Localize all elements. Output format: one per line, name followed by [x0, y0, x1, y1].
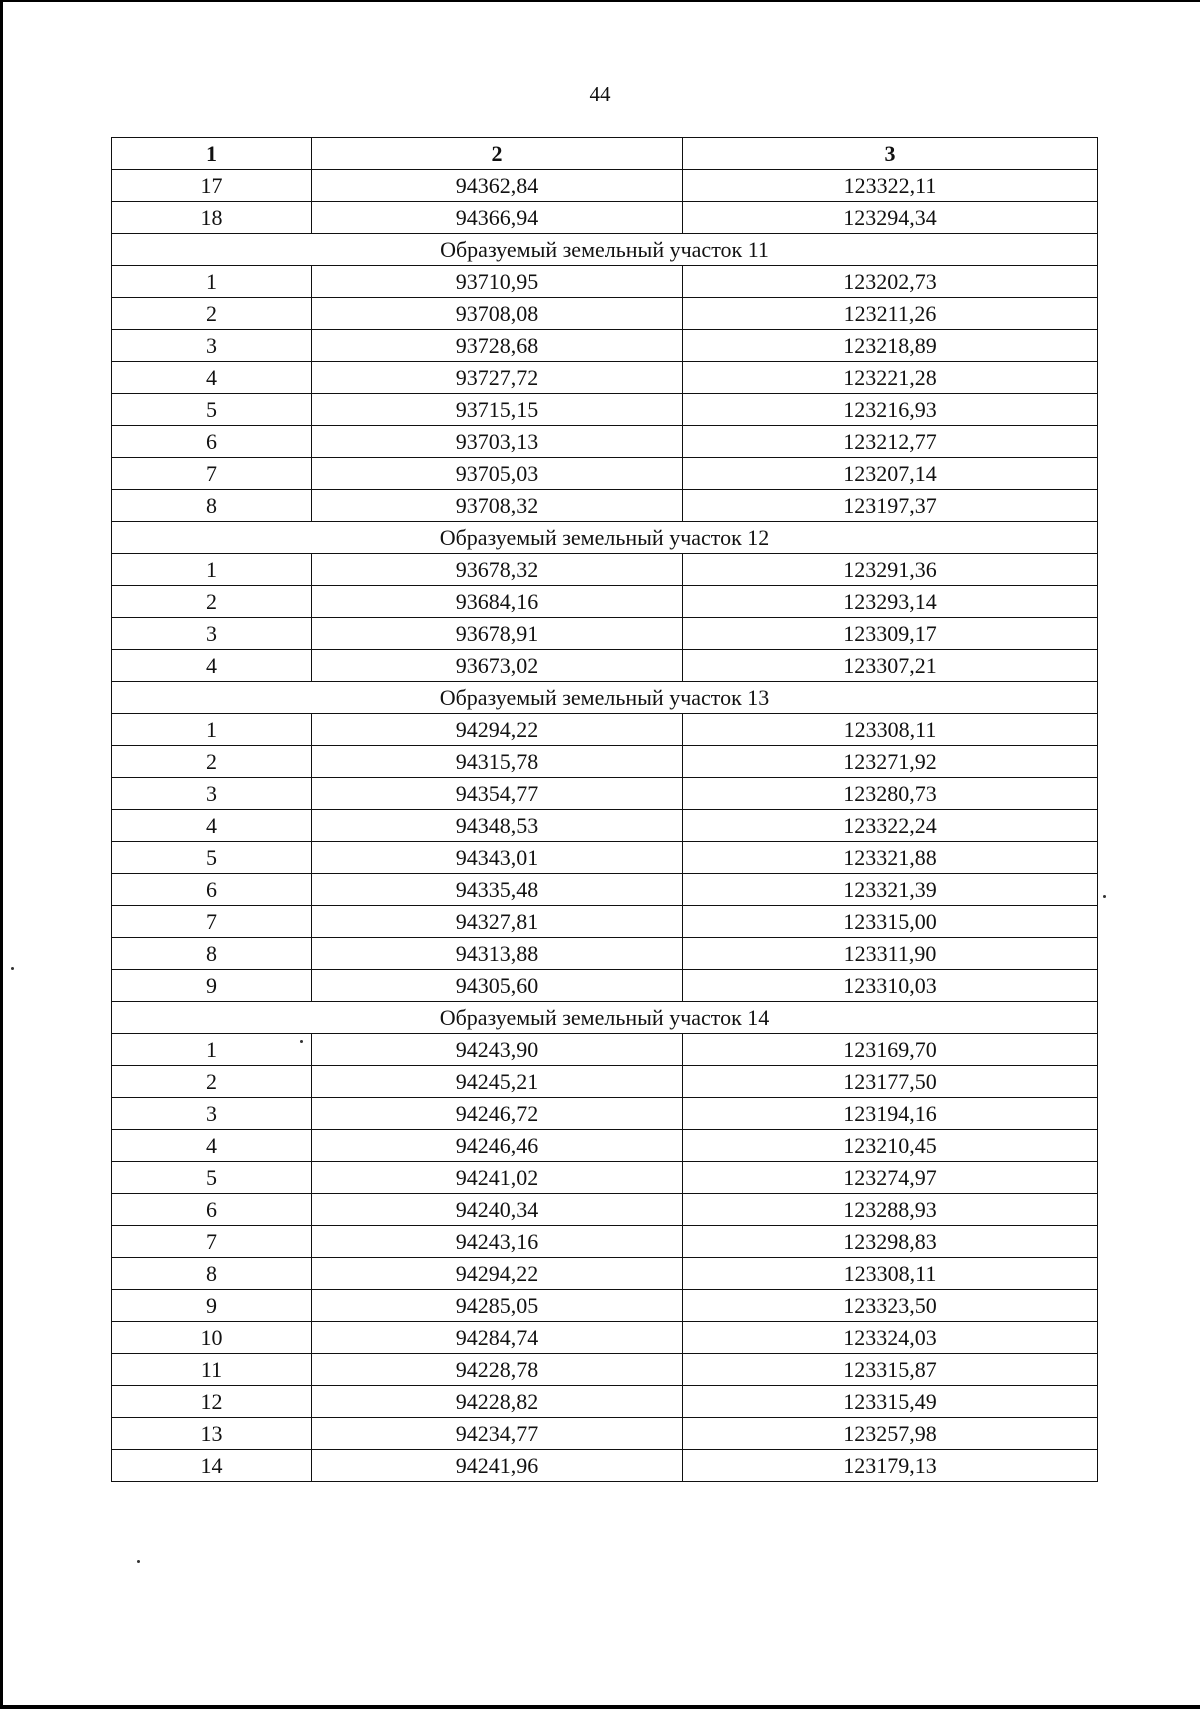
table-row [112, 1226, 1098, 1258]
table-row [112, 938, 1098, 970]
table-row [112, 842, 1098, 874]
point-number-cell: 6 [112, 426, 312, 458]
point-number-cell: 6 [112, 874, 312, 906]
y-coordinate-cell: 123207,14 [683, 458, 1098, 490]
y-coordinate-cell: 123177,50 [683, 1066, 1098, 1098]
x-coordinate-cell: 93703,13 [312, 426, 683, 458]
y-coordinate-cell: 123308,11 [683, 1258, 1098, 1290]
y-coordinate-cell: 123294,34 [683, 202, 1098, 234]
y-coordinate-cell: 123315,87 [683, 1354, 1098, 1386]
table-row [112, 298, 1098, 330]
point-number-cell: 18 [112, 202, 312, 234]
y-coordinate-cell: 123323,50 [683, 1290, 1098, 1322]
x-coordinate-cell: 94354,77 [312, 778, 683, 810]
section-title: Образуемый земельный участок 13 [112, 682, 1098, 714]
y-coordinate-cell: 123322,24 [683, 810, 1098, 842]
point-number-cell: 17 [112, 170, 312, 202]
point-number-cell: 3 [112, 1098, 312, 1130]
x-coordinate-cell: 94285,05 [312, 1290, 683, 1322]
x-coordinate-cell: 94335,48 [312, 874, 683, 906]
point-number-cell: 2 [112, 1066, 312, 1098]
x-coordinate-cell: 94305,60 [312, 970, 683, 1002]
table-row [112, 970, 1098, 1002]
x-coordinate-cell: 94284,74 [312, 1322, 683, 1354]
table-row [112, 394, 1098, 426]
x-coordinate-cell: 94294,22 [312, 1258, 683, 1290]
point-number-cell: 14 [112, 1450, 312, 1482]
point-number-cell: 2 [112, 746, 312, 778]
scan-speck [11, 967, 14, 970]
table-row [112, 1130, 1098, 1162]
table-row [112, 714, 1098, 746]
table-row [112, 1386, 1098, 1418]
y-coordinate-cell: 123315,49 [683, 1386, 1098, 1418]
point-number-cell: 4 [112, 810, 312, 842]
x-coordinate-cell: 93705,03 [312, 458, 683, 490]
y-coordinate-cell: 123211,26 [683, 298, 1098, 330]
y-coordinate-cell: 123311,90 [683, 938, 1098, 970]
y-coordinate-cell: 123291,36 [683, 554, 1098, 586]
x-coordinate-cell: 94315,78 [312, 746, 683, 778]
point-number-cell: 11 [112, 1354, 312, 1386]
table-row [112, 1290, 1098, 1322]
table-row [112, 778, 1098, 810]
x-coordinate-cell: 94343,01 [312, 842, 683, 874]
point-number-cell: 1 [112, 266, 312, 298]
y-coordinate-cell: 123308,11 [683, 714, 1098, 746]
x-coordinate-cell: 94228,78 [312, 1354, 683, 1386]
point-number-cell: 3 [112, 778, 312, 810]
y-coordinate-cell: 123194,16 [683, 1098, 1098, 1130]
point-number-cell: 12 [112, 1386, 312, 1418]
x-coordinate-cell: 94246,72 [312, 1098, 683, 1130]
table-row [112, 1194, 1098, 1226]
x-coordinate-cell: 94234,77 [312, 1418, 683, 1450]
point-number-cell: 9 [112, 970, 312, 1002]
y-coordinate-cell: 123197,37 [683, 490, 1098, 522]
y-coordinate-cell: 123321,88 [683, 842, 1098, 874]
table-body [112, 170, 1098, 1482]
scan-left-edge [0, 0, 3, 1709]
section-row [112, 682, 1098, 714]
x-coordinate-cell: 93708,32 [312, 490, 683, 522]
y-coordinate-cell: 123315,00 [683, 906, 1098, 938]
coordinates-table [111, 137, 1098, 1482]
table-row [112, 1322, 1098, 1354]
y-coordinate-cell: 123310,03 [683, 970, 1098, 1002]
header-cell-y: 3 [683, 138, 1098, 170]
x-coordinate-cell: 94228,82 [312, 1386, 683, 1418]
x-coordinate-cell: 94366,94 [312, 202, 683, 234]
x-coordinate-cell: 93715,15 [312, 394, 683, 426]
point-number-cell: 5 [112, 842, 312, 874]
table-row [112, 426, 1098, 458]
point-number-cell: 7 [112, 906, 312, 938]
table-row [112, 906, 1098, 938]
x-coordinate-cell: 94294,22 [312, 714, 683, 746]
point-number-cell: 2 [112, 586, 312, 618]
point-number-cell: 3 [112, 330, 312, 362]
y-coordinate-cell: 123307,21 [683, 650, 1098, 682]
header-row [112, 138, 1098, 170]
section-title: Образуемый земельный участок 11 [112, 234, 1098, 266]
x-coordinate-cell: 94245,21 [312, 1066, 683, 1098]
table-row [112, 650, 1098, 682]
table-row [112, 810, 1098, 842]
point-number-cell: 1 [112, 1034, 312, 1066]
point-number-cell: 4 [112, 650, 312, 682]
table-row [112, 170, 1098, 202]
point-number-cell: 1 [112, 554, 312, 586]
table-row [112, 330, 1098, 362]
point-number-cell: 1 [112, 714, 312, 746]
scan-top-edge [0, 0, 1200, 2]
x-coordinate-cell: 94348,53 [312, 810, 683, 842]
table-row [112, 490, 1098, 522]
table-row [112, 1258, 1098, 1290]
y-coordinate-cell: 123216,93 [683, 394, 1098, 426]
x-coordinate-cell: 94246,46 [312, 1130, 683, 1162]
scan-speck [300, 1040, 303, 1043]
point-number-cell: 7 [112, 458, 312, 490]
point-number-cell: 5 [112, 1162, 312, 1194]
point-number-cell: 4 [112, 1130, 312, 1162]
point-number-cell: 8 [112, 1258, 312, 1290]
y-coordinate-cell: 123274,97 [683, 1162, 1098, 1194]
scan-speck [1103, 895, 1106, 898]
y-coordinate-cell: 123293,14 [683, 586, 1098, 618]
x-coordinate-cell: 94243,16 [312, 1226, 683, 1258]
x-coordinate-cell: 93710,95 [312, 266, 683, 298]
table-row [112, 1098, 1098, 1130]
point-number-cell: 9 [112, 1290, 312, 1322]
y-coordinate-cell: 123210,45 [683, 1130, 1098, 1162]
x-coordinate-cell: 93727,72 [312, 362, 683, 394]
x-coordinate-cell: 93684,16 [312, 586, 683, 618]
x-coordinate-cell: 93678,32 [312, 554, 683, 586]
x-coordinate-cell: 93678,91 [312, 618, 683, 650]
y-coordinate-cell: 123202,73 [683, 266, 1098, 298]
y-coordinate-cell: 123298,83 [683, 1226, 1098, 1258]
table-row [112, 1450, 1098, 1482]
y-coordinate-cell: 123169,70 [683, 1034, 1098, 1066]
x-coordinate-cell: 93728,68 [312, 330, 683, 362]
x-coordinate-cell: 93673,02 [312, 650, 683, 682]
y-coordinate-cell: 123221,28 [683, 362, 1098, 394]
table-row [112, 266, 1098, 298]
table-row [112, 202, 1098, 234]
section-row [112, 1002, 1098, 1034]
point-number-cell: 3 [112, 618, 312, 650]
y-coordinate-cell: 123257,98 [683, 1418, 1098, 1450]
scan-bottom-edge [0, 1705, 1200, 1709]
table-row [112, 874, 1098, 906]
table-row [112, 1066, 1098, 1098]
table-header [112, 138, 1098, 170]
y-coordinate-cell: 123322,11 [683, 170, 1098, 202]
point-number-cell: 5 [112, 394, 312, 426]
scan-speck [137, 1560, 140, 1563]
point-number-cell: 13 [112, 1418, 312, 1450]
table-row [112, 1354, 1098, 1386]
point-number-cell: 7 [112, 1226, 312, 1258]
y-coordinate-cell: 123309,17 [683, 618, 1098, 650]
point-number-cell: 10 [112, 1322, 312, 1354]
x-coordinate-cell: 94240,34 [312, 1194, 683, 1226]
page-number: 44 [589, 82, 611, 106]
table-row [112, 1418, 1098, 1450]
point-number-cell: 4 [112, 362, 312, 394]
section-title: Образуемый земельный участок 12 [112, 522, 1098, 554]
point-number-cell: 8 [112, 490, 312, 522]
point-number-cell: 8 [112, 938, 312, 970]
x-coordinate-cell: 94313,88 [312, 938, 683, 970]
point-number-cell: 6 [112, 1194, 312, 1226]
section-row [112, 234, 1098, 266]
section-row [112, 522, 1098, 554]
header-cell-point: 1 [112, 138, 312, 170]
table-row [112, 746, 1098, 778]
header-cell-x: 2 [312, 138, 683, 170]
y-coordinate-cell: 123218,89 [683, 330, 1098, 362]
section-title: Образуемый земельный участок 14 [112, 1002, 1098, 1034]
table-row [112, 618, 1098, 650]
table-row [112, 1162, 1098, 1194]
x-coordinate-cell: 93708,08 [312, 298, 683, 330]
x-coordinate-cell: 94241,02 [312, 1162, 683, 1194]
y-coordinate-cell: 123321,39 [683, 874, 1098, 906]
y-coordinate-cell: 123288,93 [683, 1194, 1098, 1226]
table-row [112, 554, 1098, 586]
table-row [112, 362, 1098, 394]
table-row [112, 586, 1098, 618]
table-row [112, 1034, 1098, 1066]
x-coordinate-cell: 94243,90 [312, 1034, 683, 1066]
y-coordinate-cell: 123271,92 [683, 746, 1098, 778]
y-coordinate-cell: 123212,77 [683, 426, 1098, 458]
table-row [112, 458, 1098, 490]
x-coordinate-cell: 94362,84 [312, 170, 683, 202]
y-coordinate-cell: 123324,03 [683, 1322, 1098, 1354]
y-coordinate-cell: 123179,13 [683, 1450, 1098, 1482]
x-coordinate-cell: 94241,96 [312, 1450, 683, 1482]
x-coordinate-cell: 94327,81 [312, 906, 683, 938]
point-number-cell: 2 [112, 298, 312, 330]
y-coordinate-cell: 123280,73 [683, 778, 1098, 810]
